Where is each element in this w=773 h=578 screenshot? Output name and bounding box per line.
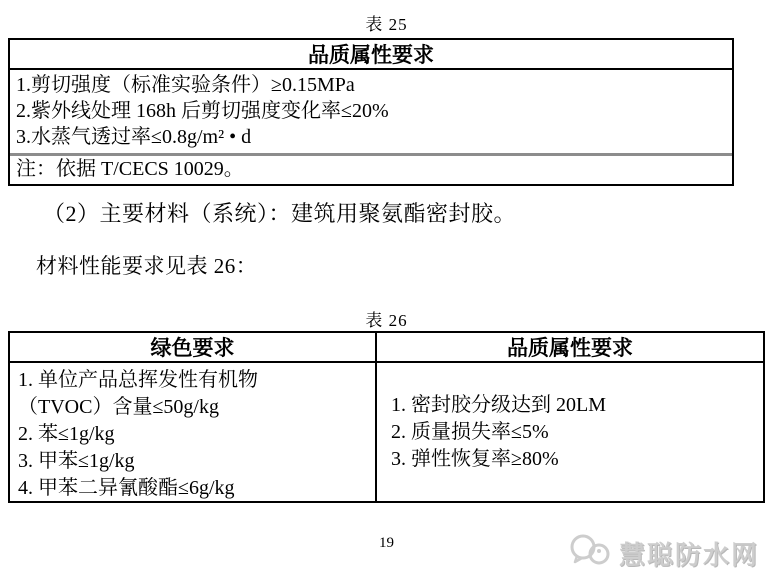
watermark — [569, 532, 759, 575]
table26-quality-cell — [377, 363, 763, 502]
green-requirement-line: 2. 苯≤1g/kg — [18, 423, 115, 445]
table25-row: 1.剪切强度（标准实验条件）≥0.15MPa — [16, 74, 355, 96]
table25-body — [10, 70, 732, 153]
green-requirement-line: 4. 甲苯二异氰酸酯≤6g/kg — [18, 477, 235, 499]
table26-header-row — [10, 333, 763, 363]
table25-row: 3.水蒸气透过率≤0.8g/m² • d — [16, 126, 252, 148]
paragraph-main-material: （2）主要材料（系统）：建筑用聚氨酯密封胶。 — [43, 201, 517, 226]
table26 — [8, 331, 765, 503]
quality-requirement-line: 3. 弹性恢复率≥80% — [391, 448, 559, 470]
quality-requirement-line: 2. 质量损失率≤5% — [391, 421, 549, 443]
green-requirement-line: 1. 单位产品总挥发性有机物 — [18, 369, 258, 391]
green-requirement-line: （TVOC）含量≤50g/kg — [18, 396, 219, 418]
page-number: 19 — [379, 535, 394, 551]
table26-header-green: 绿色要求 — [10, 333, 377, 361]
table25-header: 品质属性要求 — [10, 40, 732, 70]
table25-row: 2.紫外线处理 168h 后剪切强度变化率≤20% — [16, 100, 389, 122]
table25 — [8, 38, 734, 186]
paragraph-see-table26: 材料性能要求见表 26： — [36, 254, 258, 278]
table25-note: 注：依据 T/CECS 10029。 — [10, 153, 732, 184]
table26-header-quality: 品质属性要求 — [507, 336, 633, 360]
table26-green-cell — [10, 363, 377, 502]
table25-caption: 表 25 — [365, 15, 408, 34]
watermark-text: 慧聪防水网 — [618, 540, 759, 570]
quality-requirement-line: 1. 密封胶分级达到 20LM — [391, 394, 606, 416]
huicong-logo-icon — [569, 532, 613, 575]
table26-body-row — [10, 363, 763, 502]
table26-caption: 表 26 — [365, 311, 408, 330]
green-requirement-line: 3. 甲苯≤1g/kg — [18, 450, 135, 472]
